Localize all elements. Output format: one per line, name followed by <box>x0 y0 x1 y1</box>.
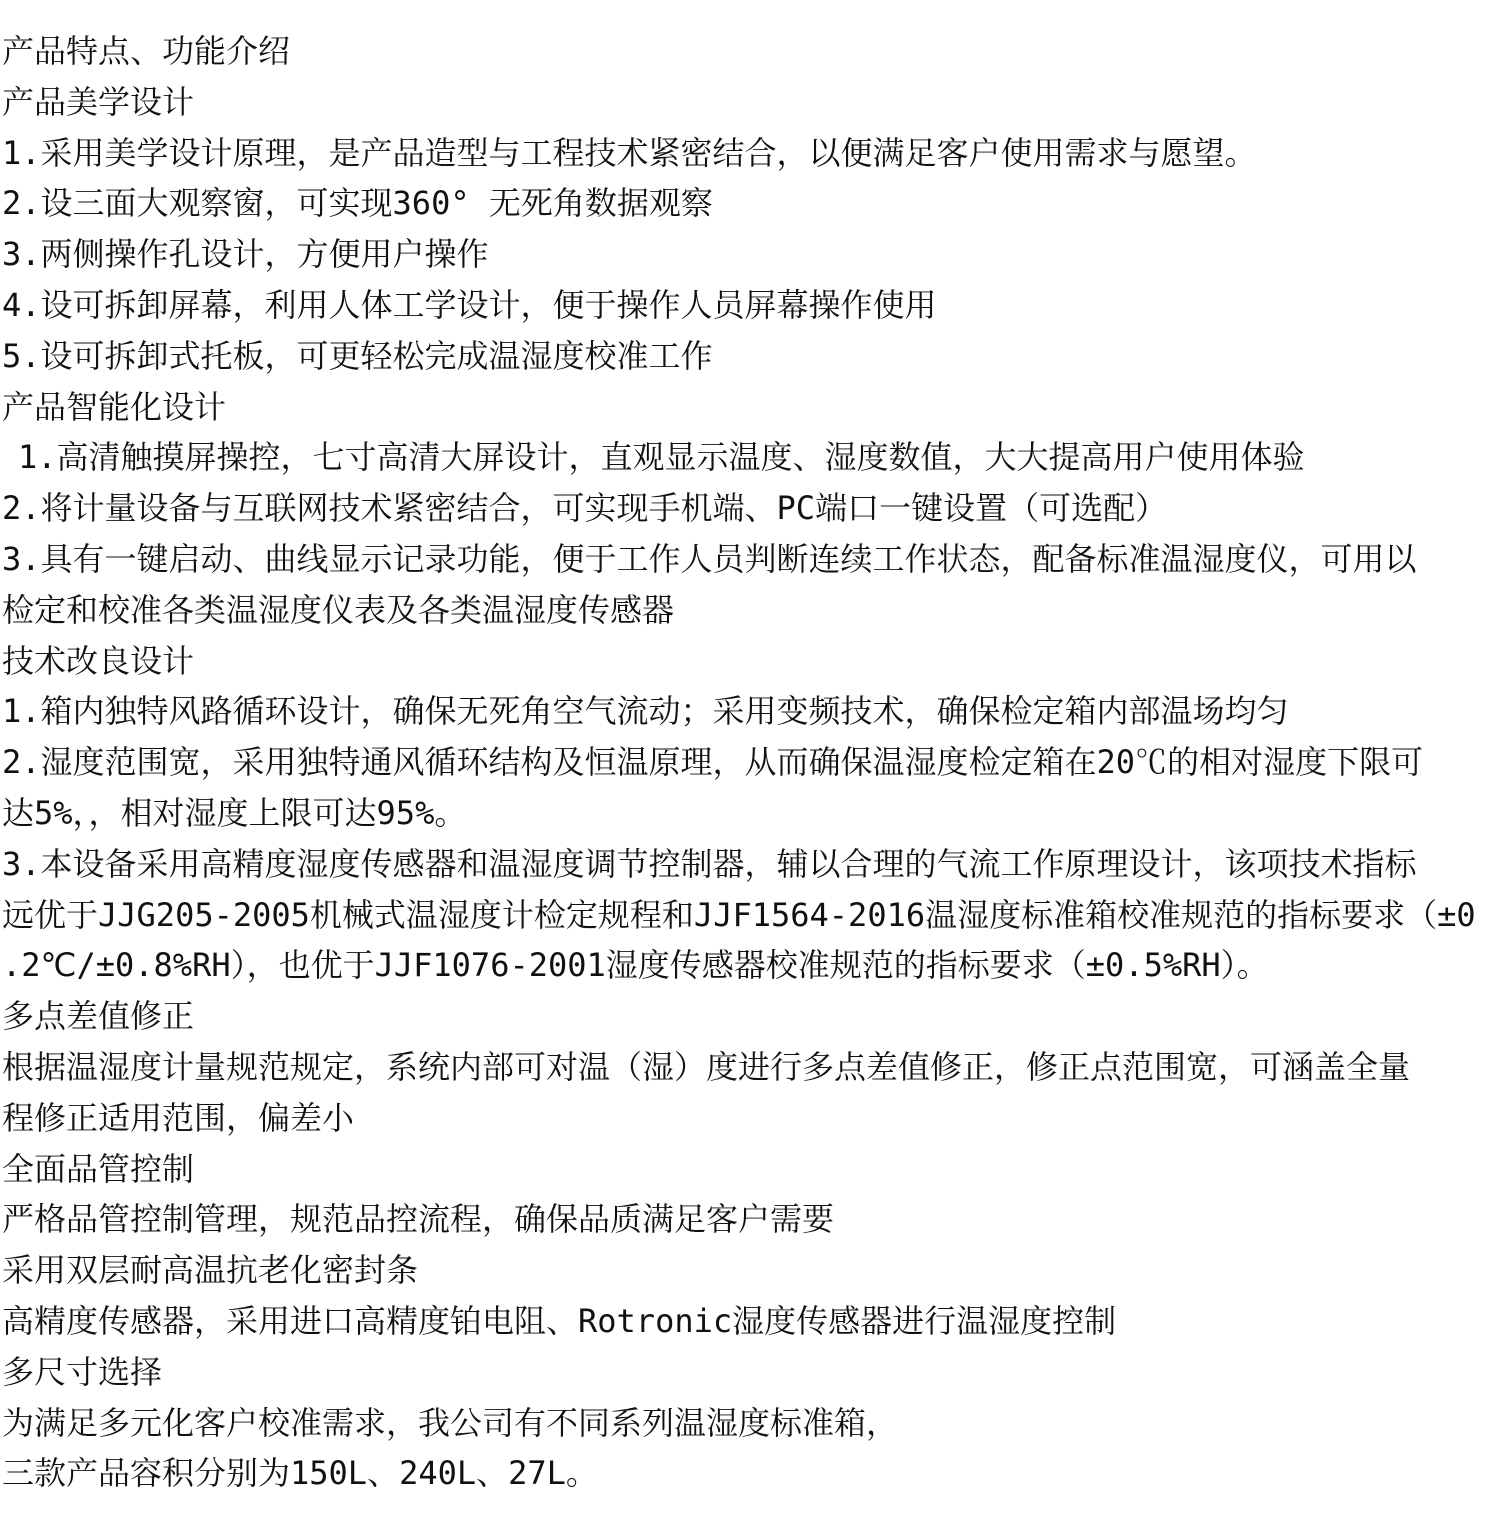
text-line: 达5%，，相对湿度上限可达95%。 <box>2 793 467 832</box>
text-line: 为满足多元化客户校准需求，我公司有不同系列温湿度标准箱， <box>2 1403 899 1442</box>
section-heading-intro: 产品特点、功能介绍 <box>2 32 291 70</box>
text-line: 1.箱内独特风路循环设计，确保无死角空气流动；采用变频技术，确保检定箱内部温场均匀 <box>2 692 1289 731</box>
text-line: 3.本设备采用高精度湿度传感器和温湿度调节控制器，辅以合理的气流工作原理设计，该项技术指标 <box>2 844 1417 883</box>
text-line: 远优于JJG205-2005机械式温湿度计检定规程和JJF1564-2016温湿度标准箱校准规范的指标要求（±0 <box>2 895 1476 934</box>
section-heading-quality-control: 全面品管控制 <box>2 1149 195 1188</box>
text-line: 严格品管控制管理，规范品控流程，确保品质满足客户需要 <box>2 1200 835 1239</box>
text-line: 1.高清触摸屏操控，七寸高清大屏设计，直观显示温度、湿度数值，大大提高用户使用体验 <box>18 438 1305 477</box>
section-heading-size-selection: 多尺寸选择 <box>2 1352 163 1391</box>
text-line: 采用双层耐高温抗老化密封条 <box>2 1251 419 1290</box>
section-heading-aesthetic-design: 产品美学设计 <box>2 82 195 121</box>
text-line: 检定和校准各类温湿度仪表及各类温湿度传感器 <box>2 590 675 629</box>
text-line: 2.将计量设备与互联网技术紧密结合，可实现手机端、PC端口一键设置（可选配） <box>2 489 1168 528</box>
text-line: 根据温湿度计量规范规定，系统内部可对温（湿）度进行多点差值修正，修正点范围宽，可涵盖全量 <box>2 1047 1411 1086</box>
text-line: 3.具有一键启动、曲线显示记录功能，便于工作人员判断连续工作状态，配备标准温湿度仪，可用以 <box>2 539 1417 578</box>
section-heading-tech-improvement: 技术改良设计 <box>2 641 195 680</box>
section-heading-smart-design: 产品智能化设计 <box>2 387 227 426</box>
text-line: 1.采用美学设计原理，是产品造型与工程技术紧密结合，以便满足客户使用需求与愿望。 <box>2 133 1257 172</box>
text-line: 三款产品容积分别为150L、240L、27L。 <box>2 1454 598 1493</box>
text-line: 2.设三面大观察窗，可实现360° 无死角数据观察 <box>2 184 713 223</box>
section-heading-multipoint-correction: 多点差值修正 <box>2 997 195 1036</box>
text-line: 5.设可拆卸式托板，可更轻松完成温湿度校准工作 <box>2 336 713 375</box>
text-line: 程修正适用范围，偏差小 <box>2 1098 355 1137</box>
text-line: .2℃/±0.8%RH），也优于JJF1076-2001湿度传感器校准规范的指标要求（±0.5%RH）。 <box>2 946 1269 985</box>
text-line: 3.两侧操作孔设计，方便用户操作 <box>2 235 489 274</box>
text-line: 4.设可拆卸屏幕，利用人体工学设计，便于操作人员屏幕操作使用 <box>2 285 937 324</box>
text-line: 2.湿度范围宽，采用独特通风循环结构及恒温原理，从而确保温湿度检定箱在20℃的相对湿度下限可 <box>2 743 1424 782</box>
text-line: 高精度传感器，采用进口高精度铂电阻、Rotronic湿度传感器进行温湿度控制 <box>2 1301 1117 1340</box>
